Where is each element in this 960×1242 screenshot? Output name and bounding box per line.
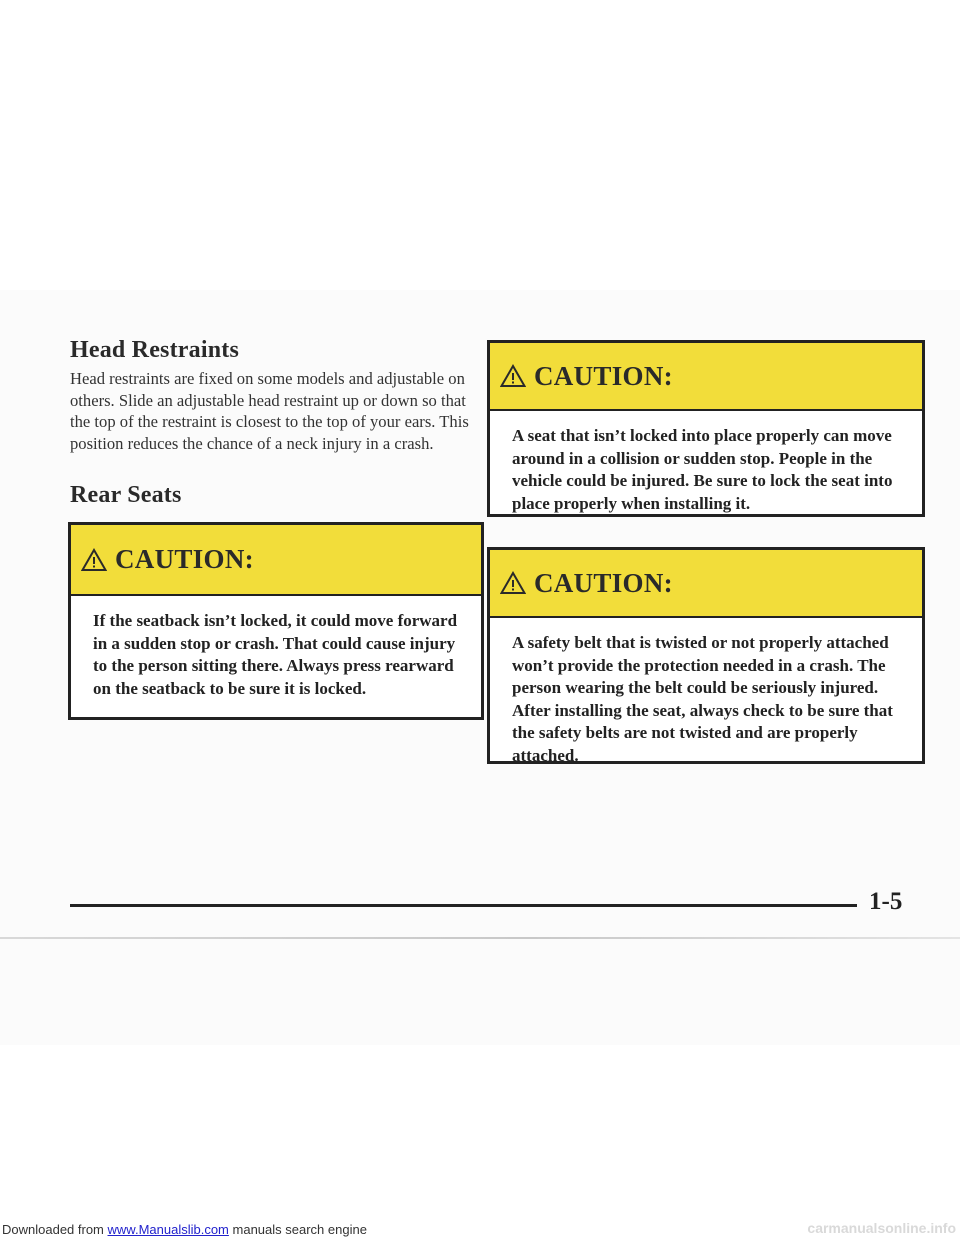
footer-rule xyxy=(70,904,857,907)
head-restraints-heading: Head Restraints xyxy=(70,337,239,363)
scan-edge-line xyxy=(0,937,960,939)
top-margin xyxy=(0,0,960,290)
caution-box-safety-belt xyxy=(487,547,925,764)
caution-header xyxy=(490,550,922,618)
caution-header xyxy=(490,343,922,411)
head-restraints-body: Head restraints are fixed on some models and adjustable on others. Slide an adjustable head restraint up or down so that the top of the restraint is closest to the top of your ears. This position reduces the chance of a neck injury in a crash. xyxy=(70,369,469,453)
warning-triangle-icon xyxy=(500,364,526,388)
manualslib-link[interactable]: www.Manualslib.com xyxy=(107,1222,229,1237)
caution-box-seat-lock xyxy=(487,340,925,517)
watermark-text: carmanualsonline.info xyxy=(807,1220,956,1236)
download-credit-prefix: Downloaded from xyxy=(2,1222,104,1237)
caution-label: CAUTION: xyxy=(115,544,254,574)
caution-text: A seat that isn’t locked into place properly can move around in a collision or sudden stop. People in the vehicle could be injured. Be sure to lock the seat into place properly when installing it. xyxy=(512,426,893,513)
warning-triangle-icon xyxy=(500,571,526,595)
download-credit xyxy=(2,1222,367,1237)
caution-header xyxy=(71,525,481,596)
caution-label: CAUTION: xyxy=(534,360,673,391)
caution-label: CAUTION: xyxy=(534,567,673,598)
caution-text: A safety belt that is twisted or not properly attached won’t provide the protection needed in a crash. The person wearing the belt could be seriously injured. After installing the seat, always check to be sure that the safety belts are not twisted and are properly attached. xyxy=(512,633,893,765)
bottom-margin xyxy=(0,1045,960,1242)
caution-box-seatback xyxy=(68,522,484,720)
download-credit-suffix: manuals search engine xyxy=(232,1222,367,1237)
page-number: 1-5 xyxy=(869,888,903,915)
warning-triangle-icon xyxy=(81,548,107,572)
caution-text: If the seatback isn’t locked, it could move forward in a sudden stop or crash. That could cause injury to the person sitting there. Always press rearward on the seatback to be sure it is locked. xyxy=(93,611,458,698)
rear-seats-heading: Rear Seats xyxy=(70,482,182,508)
